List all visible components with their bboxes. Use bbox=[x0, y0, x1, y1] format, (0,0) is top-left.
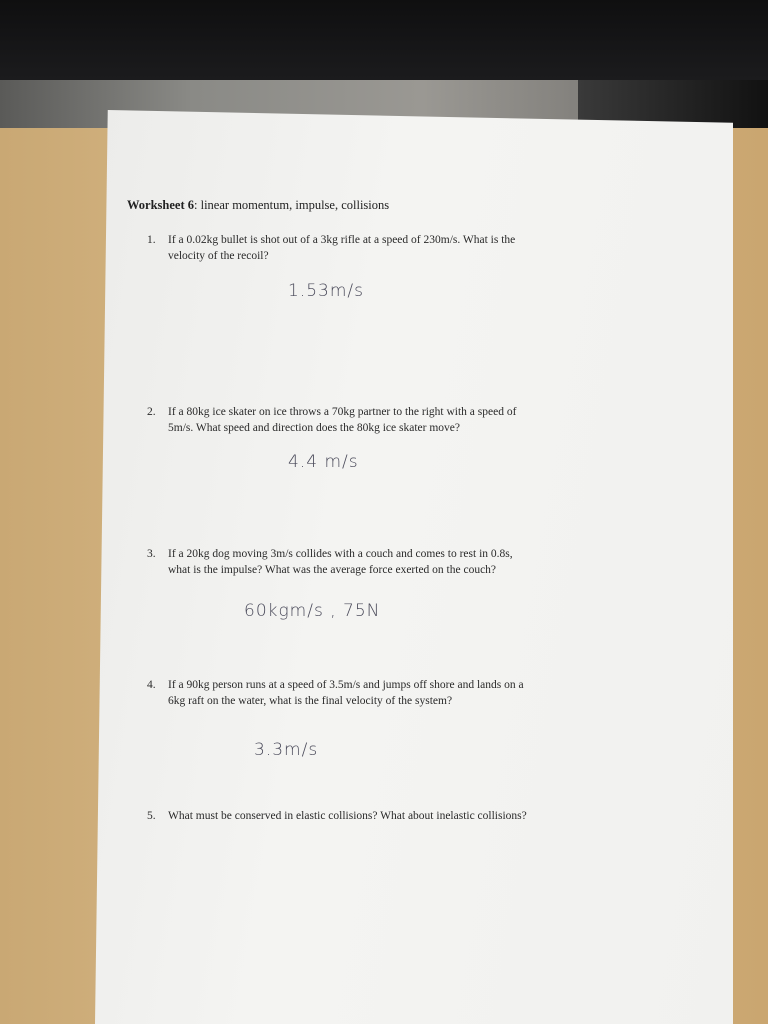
question-line: 5m/s. What speed and direction does the 80kg ice skater move? bbox=[168, 422, 460, 434]
question-text bbox=[168, 404, 618, 436]
background-dark bbox=[0, 0, 768, 85]
question-number: 2. bbox=[147, 406, 156, 418]
question-line: velocity of the recoil? bbox=[168, 250, 269, 262]
worksheet-title-bold: Worksheet 6 bbox=[127, 198, 195, 212]
question-line: 6kg raft on the water, what is the final velocity of the system? bbox=[168, 695, 453, 707]
question-text bbox=[168, 546, 618, 578]
worksheet-title-rest: : linear momentum, impulse, collisions bbox=[194, 198, 390, 212]
handwritten-answer-3: 60kgm/s , 75N bbox=[244, 601, 381, 621]
question-line: What must be conserved in elastic collisions? What about inelastic collisions? bbox=[168, 810, 527, 822]
question-number: 3. bbox=[147, 548, 156, 560]
question-line: If a 0.02kg bullet is shot out of a 3kg rifle at a speed of 230m/s. What is the bbox=[168, 234, 516, 246]
question-number: 4. bbox=[147, 679, 156, 691]
handwritten-answer-1: 1.53m/s bbox=[288, 281, 364, 301]
worksheet-title bbox=[127, 198, 389, 213]
question-line: what is the impulse? What was the average force exerted on the couch? bbox=[168, 564, 497, 576]
handwritten-answer-4: 3.3m/s bbox=[254, 740, 319, 760]
question-line: If a 90kg person runs at a speed of 3.5m/s and jumps off shore and lands on a bbox=[168, 679, 524, 691]
question-text bbox=[168, 808, 638, 824]
question-line: If a 20kg dog moving 3m/s collides with a couch and comes to rest in 0.8s, bbox=[168, 548, 513, 560]
question-number: 5. bbox=[147, 810, 156, 822]
question-number: 1. bbox=[147, 234, 156, 246]
handwritten-answer-2: 4.4 m/s bbox=[288, 452, 359, 472]
question-text bbox=[168, 677, 618, 709]
question-text bbox=[168, 232, 618, 264]
question-line: If a 80kg ice skater on ice throws a 70kg partner to the right with a speed of bbox=[168, 406, 517, 418]
